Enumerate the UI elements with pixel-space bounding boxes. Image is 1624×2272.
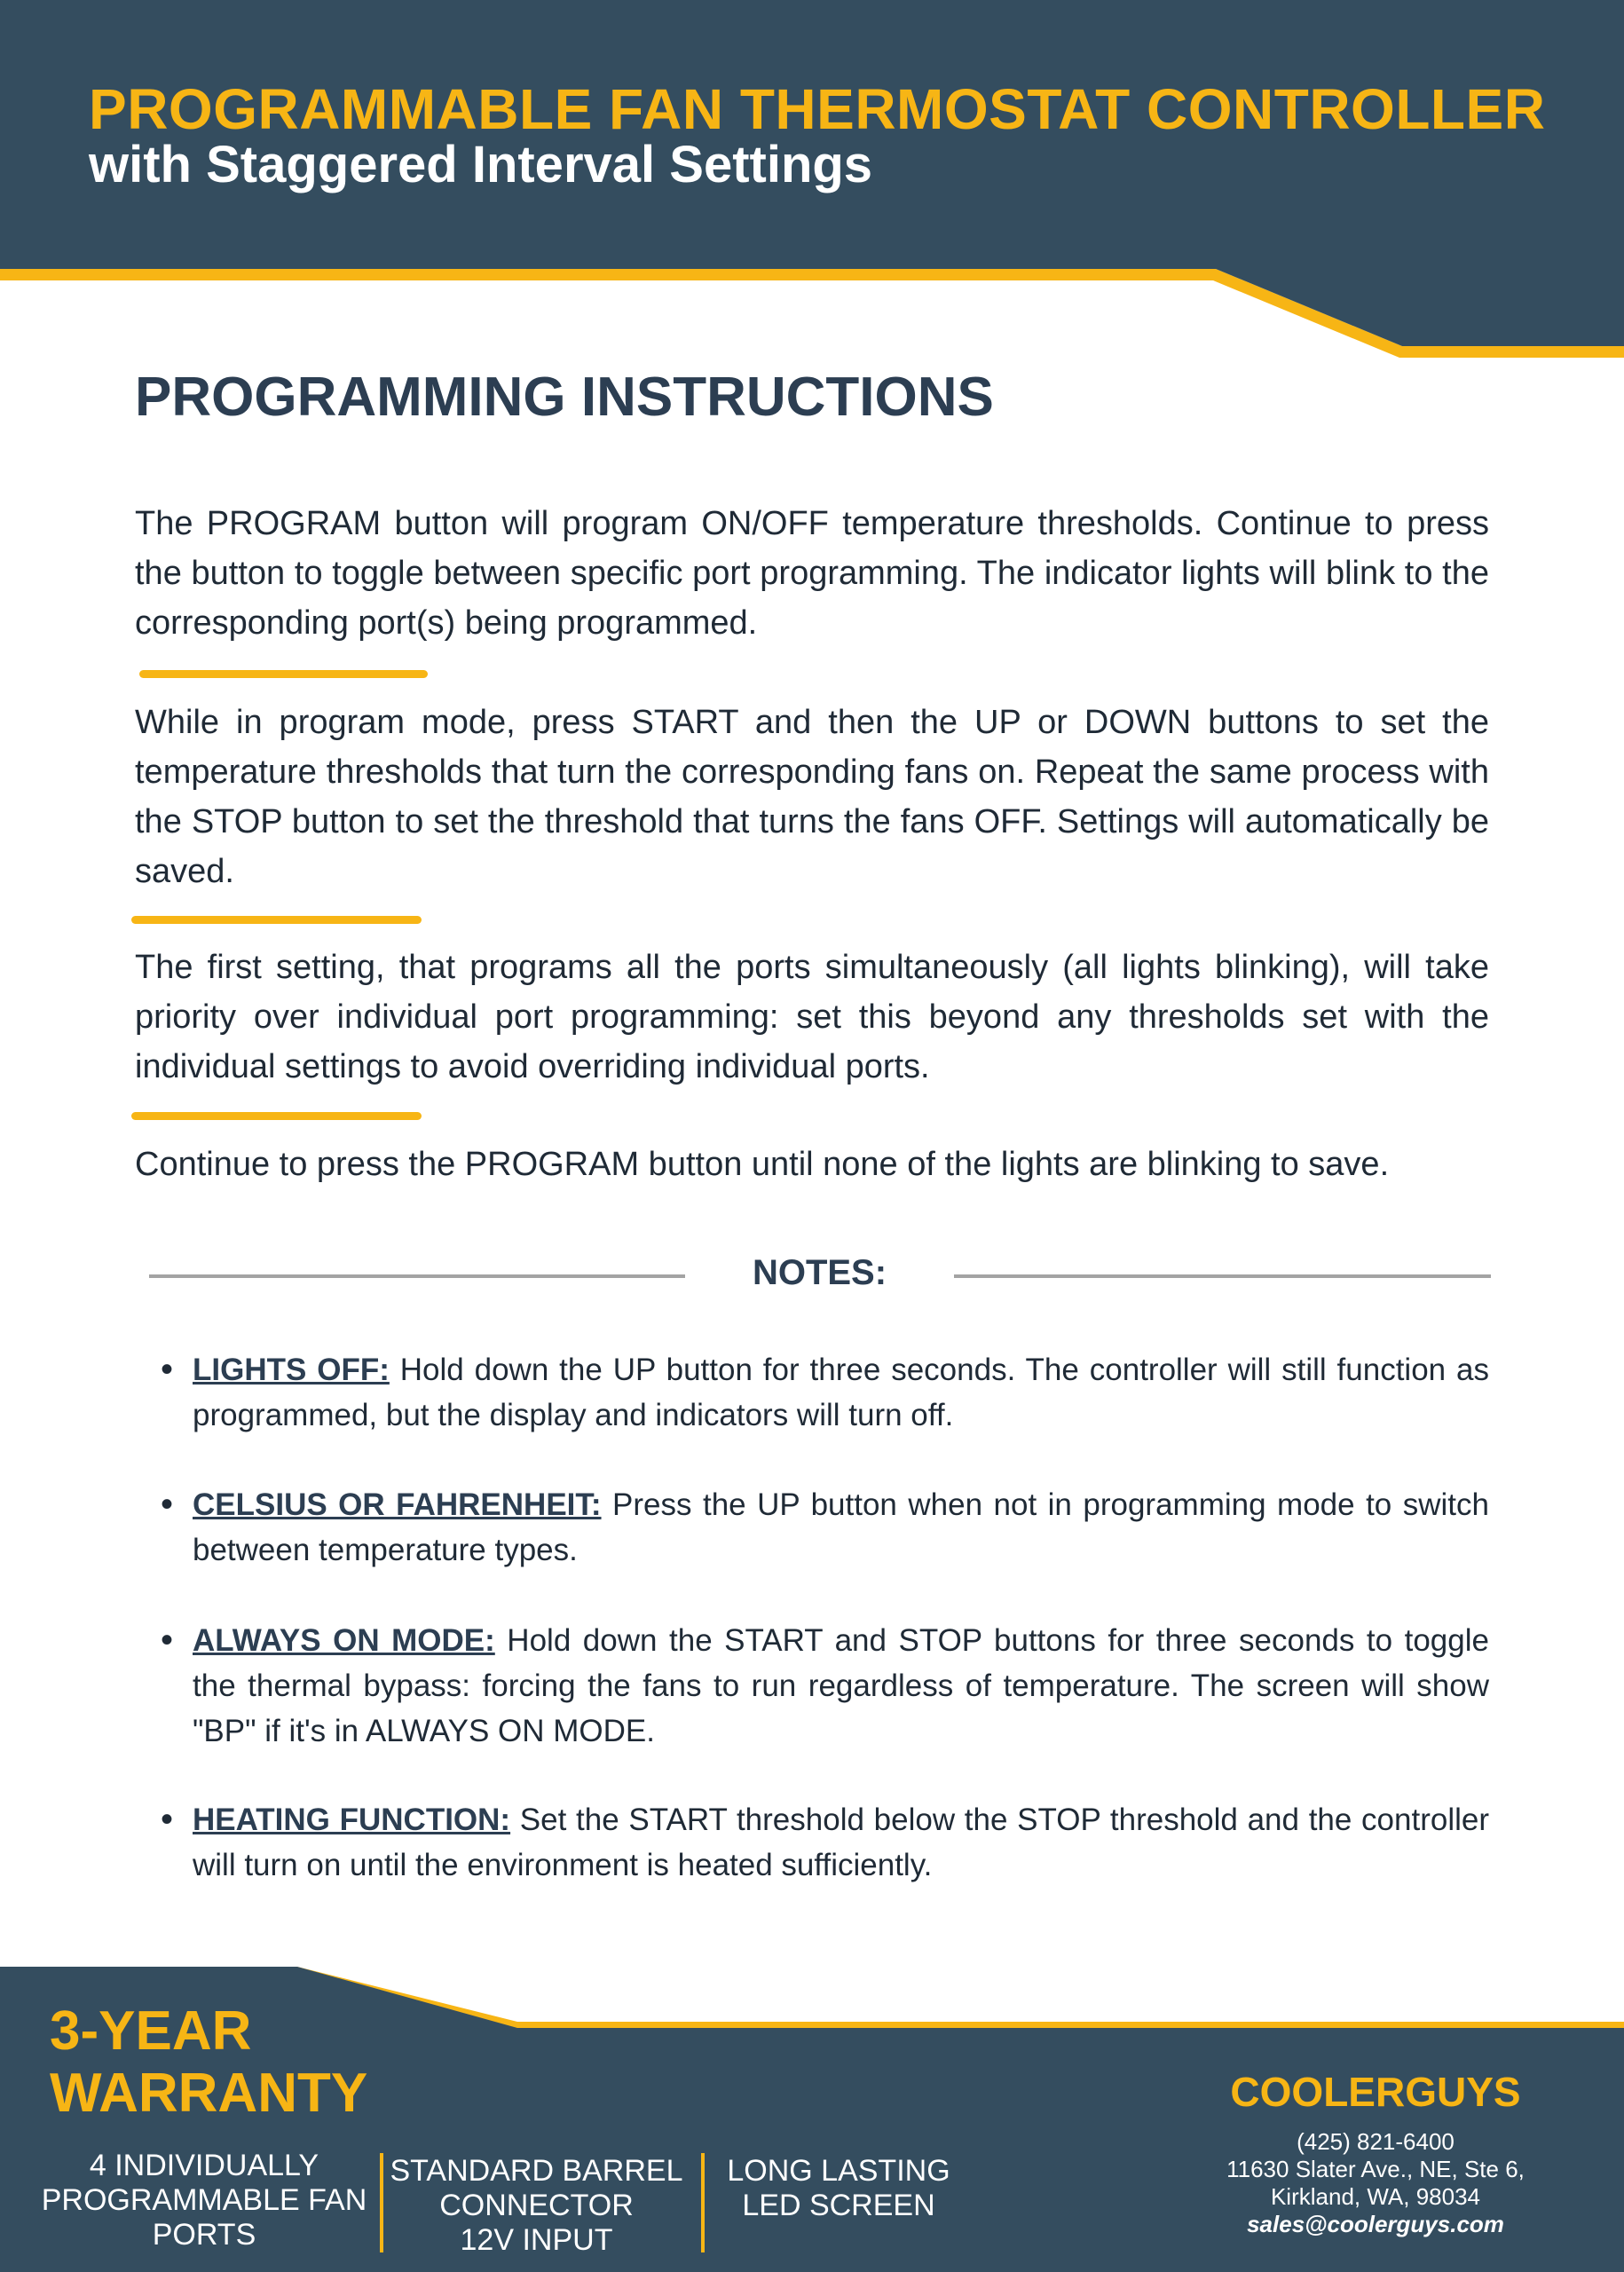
page-subtitle: with Staggered Interval Settings [89,136,873,193]
feature-line: 12V INPUT [460,2223,613,2257]
brand-name: COOLERGUYS [1230,2069,1521,2115]
notes-rule-right [954,1274,1491,1278]
note-item [161,1618,1489,1754]
feature-line: PROGRAMMABLE FAN [41,2183,367,2217]
note-label: ALWAYS ON MODE: [193,1623,495,1658]
bullet-icon: • [161,1621,174,1660]
feature-ports [35,2149,373,2252]
feature-screen [710,2154,967,2223]
feature-line: LONG LASTING [727,2154,950,2188]
contact-email: sales@coolerguys.com [1247,2211,1504,2237]
feature-line: CONNECTOR [439,2189,634,2222]
section-divider [131,1112,422,1120]
note-text: Press the UP button when not in programming mode to switch between temperature types. [193,1487,1489,1567]
instruction-paragraph: The first setting, that programs all the ports simultaneously (all lights blinking), will take priority over individual port programming: set this beyond any thresholds set with the individual settings to avoid overriding individual ports. [135,949,1489,1085]
warranty-line: 3-YEAR [50,2000,252,2062]
note-item [161,1482,1489,1573]
contact-address-line: 11630 Slater Ave., NE, Ste 6, [1226,2156,1525,2182]
warranty-badge [50,2000,422,2125]
section-divider [131,916,422,924]
bullet-icon: • [161,1350,174,1389]
note-item [161,1797,1490,1888]
note-item [161,1347,1489,1438]
warranty-line: WARRANTY [50,2063,368,2124]
section-title: PROGRAMMING INSTRUCTIONS [135,367,994,428]
bullet-icon: • [161,1800,174,1839]
instruction-paragraph: Continue to press the PROGRAM button until none of the lights are blinking to save. [135,1146,1390,1183]
note-text: Set the START threshold below the STOP threshold and the controller will turn on until the environment is heated sufficiently. [193,1803,1490,1882]
note-text: Hold down the START and STOP buttons for three seconds to toggle the thermal bypass: forcing the fans to run regardless of temperature. The screen will show "BP" if it's in ALWAYS ON MODE. [193,1623,1489,1748]
section-divider [139,670,428,678]
feature-line: STANDARD BARREL [390,2154,683,2188]
contact-phone: (425) 821-6400 [1297,2128,1455,2155]
note-label: HEATING FUNCTION: [193,1803,511,1837]
note-text: Hold down the UP button for three seconds. The controller will still function as programmed, but the display and indicators will turn off. [193,1353,1489,1432]
notes-rule-left [149,1274,685,1278]
feature-line: 4 INDIVIDUALLY [89,2149,319,2182]
note-label: LIGHTS OFF: [193,1353,390,1387]
feature-line: PORTS [152,2218,256,2252]
bullet-icon: • [161,1485,174,1524]
page-title: PROGRAMMABLE FAN THERMOSTAT CONTROLLER [89,77,1546,141]
notes-heading: NOTES: [752,1253,887,1292]
note-label: CELSIUS OR FAHRENHEIT: [193,1487,602,1522]
feature-line: LED SCREEN [742,2189,935,2222]
feature-divider [701,2153,705,2252]
instruction-paragraph: While in program mode, press START and then the UP or DOWN buttons to set the temperature thresholds that turn the corresponding fans on. Repeat the same process with the STOP button to set the threshold that turns the fans OFF. Settings will automatically be saved. [135,704,1489,890]
instruction-paragraph: The PROGRAM button will program ON/OFF temperature thresholds. Continue to press the button to toggle between specific port programming. The indicator lights will blink to the corresponding port(s) being programmed. [135,505,1489,642]
feature-connector [383,2154,690,2258]
contact-address-line: Kirkland, WA, 98034 [1270,2183,1481,2210]
